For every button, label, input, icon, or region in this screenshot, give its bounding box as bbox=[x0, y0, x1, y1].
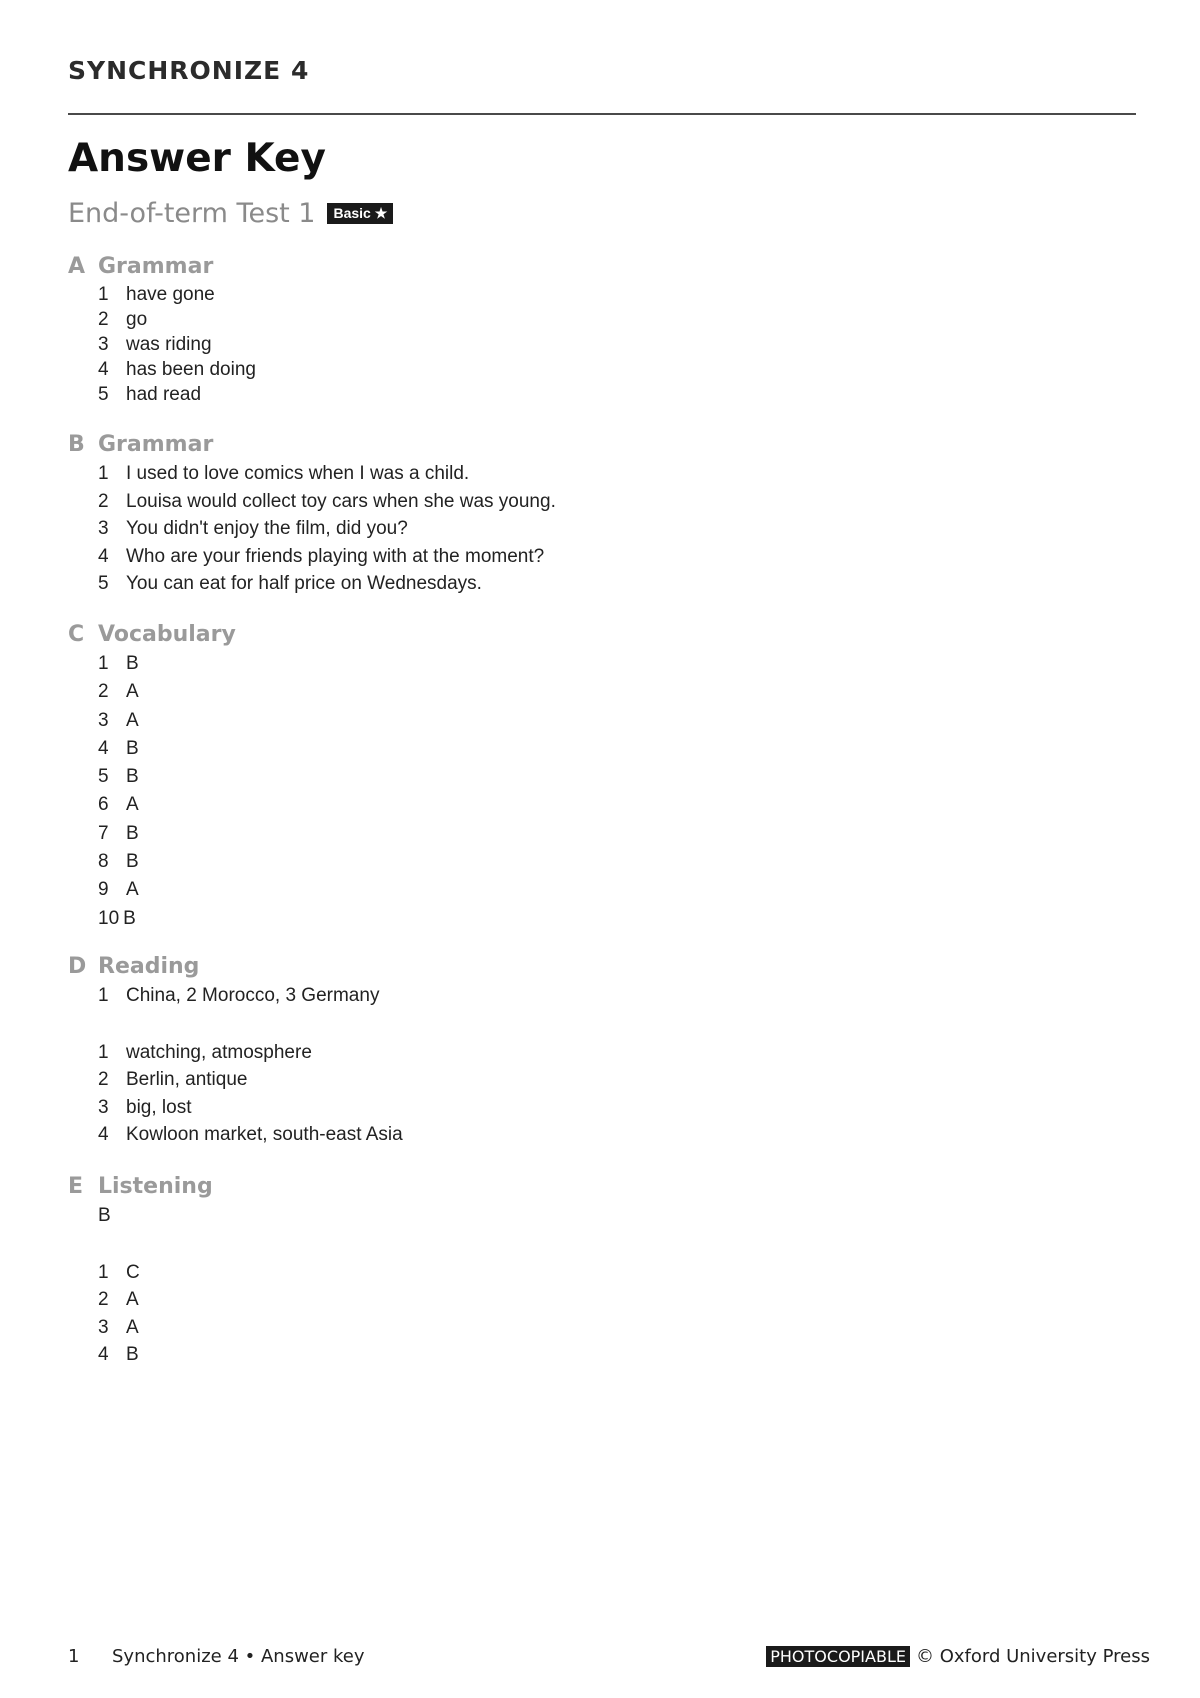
section-heading bbox=[68, 952, 403, 982]
section-letter: A bbox=[68, 254, 86, 279]
answer-text: B bbox=[126, 1344, 139, 1365]
answer-item bbox=[68, 1314, 213, 1342]
answer-number: 10 bbox=[98, 907, 120, 929]
answer-number: 1 bbox=[98, 653, 109, 674]
answer-item bbox=[68, 791, 236, 819]
answer-number: 4 bbox=[98, 359, 109, 380]
answer-item bbox=[68, 982, 403, 1010]
section-title: Reading bbox=[98, 954, 200, 979]
answer-text: You didn't enjoy the film, did you? bbox=[126, 518, 408, 539]
answer-text: go bbox=[126, 309, 148, 330]
answer-item bbox=[68, 1202, 213, 1230]
answer-item bbox=[68, 1066, 403, 1094]
section-letter: C bbox=[68, 622, 85, 647]
header-rule bbox=[68, 113, 1136, 115]
answer-text: Kowloon market, south-east Asia bbox=[126, 1124, 403, 1145]
answer-number: 1 bbox=[98, 284, 109, 305]
answer-item bbox=[68, 876, 236, 904]
answer-text: A bbox=[126, 879, 139, 901]
answer-number: 1 bbox=[98, 1041, 109, 1063]
brand-logo: SYNCHRONIZE 4 bbox=[68, 56, 310, 85]
answer-number: 2 bbox=[98, 490, 109, 512]
level-badge: Basic ★ bbox=[327, 203, 393, 224]
answer-text: A bbox=[126, 709, 139, 731]
answer-text: B bbox=[98, 1205, 111, 1226]
photocopiable-label: PHOTOCOPIABLE bbox=[766, 1646, 910, 1667]
section-heading bbox=[68, 430, 556, 460]
answer-number: 2 bbox=[98, 681, 109, 703]
answer-number: 3 bbox=[98, 518, 109, 539]
copyright-text: © Oxford University Press bbox=[915, 1646, 1150, 1667]
answer-item bbox=[68, 460, 556, 488]
answer-item bbox=[68, 820, 236, 848]
answer-number: 2 bbox=[98, 1289, 109, 1310]
page-title: Answer Key bbox=[68, 136, 326, 181]
section-letter: B bbox=[68, 432, 85, 457]
answer-item bbox=[68, 1121, 403, 1149]
answer-text: A bbox=[126, 681, 139, 703]
answer-item bbox=[68, 570, 556, 598]
answer-item bbox=[68, 488, 556, 516]
answer-item bbox=[68, 357, 256, 382]
section-b bbox=[68, 430, 556, 598]
answer-item bbox=[68, 1286, 213, 1314]
answer-text: B bbox=[126, 766, 139, 788]
answer-text: was riding bbox=[126, 334, 212, 355]
answer-item bbox=[68, 1341, 213, 1369]
answer-item bbox=[68, 763, 236, 791]
answer-text: You can eat for half price on Wednesdays. bbox=[126, 573, 482, 594]
section-title: Listening bbox=[98, 1174, 213, 1199]
answer-item bbox=[68, 905, 236, 933]
answer-item bbox=[68, 707, 236, 735]
answer-item bbox=[68, 678, 236, 706]
section-a bbox=[68, 252, 256, 407]
section-title: Grammar bbox=[98, 432, 214, 457]
answer-number: 4 bbox=[98, 737, 109, 759]
answer-item bbox=[68, 1259, 213, 1287]
spacer bbox=[68, 1010, 403, 1039]
answer-number: 1 bbox=[98, 463, 109, 484]
answer-text: big, lost bbox=[126, 1096, 192, 1118]
answer-text: C bbox=[126, 1261, 140, 1283]
page-number: 1 bbox=[68, 1646, 80, 1667]
answer-text: B bbox=[123, 907, 136, 929]
section-d bbox=[68, 952, 403, 1149]
answer-text: Who are your friends playing with at the moment? bbox=[126, 545, 545, 567]
answer-text: B bbox=[126, 822, 139, 844]
answer-text: B bbox=[126, 851, 139, 873]
answer-item bbox=[68, 1094, 403, 1122]
test-subtitle bbox=[68, 198, 393, 229]
answer-item bbox=[68, 332, 256, 357]
answer-text: China, 2 Morocco, 3 Germany bbox=[126, 985, 380, 1006]
answer-number: 9 bbox=[98, 879, 109, 901]
answer-item bbox=[68, 1039, 403, 1067]
answer-number: 5 bbox=[98, 384, 109, 405]
answer-item bbox=[68, 282, 256, 307]
answer-text: had read bbox=[126, 384, 202, 405]
answer-text: B bbox=[126, 737, 139, 759]
answer-number: 3 bbox=[98, 1316, 109, 1338]
section-letter: E bbox=[68, 1174, 84, 1199]
answer-text: have gone bbox=[126, 284, 215, 305]
answer-text: has been doing bbox=[126, 359, 256, 380]
answer-number: 7 bbox=[98, 822, 109, 844]
answer-text: A bbox=[126, 1316, 139, 1338]
answer-number: 2 bbox=[98, 1069, 109, 1090]
answer-text: Louisa would collect toy cars when she was young. bbox=[126, 490, 556, 512]
section-heading bbox=[68, 620, 236, 650]
footer-title: Synchronize 4 • Answer key bbox=[112, 1646, 365, 1667]
answer-number: 3 bbox=[98, 334, 109, 355]
answer-item bbox=[68, 515, 556, 543]
answer-number: 3 bbox=[98, 709, 109, 731]
answer-text: A bbox=[126, 1289, 139, 1310]
footer-rights bbox=[766, 1646, 1150, 1667]
answer-item bbox=[68, 650, 236, 678]
answer-number: 6 bbox=[98, 794, 109, 816]
answer-item bbox=[68, 307, 256, 332]
answer-number: 5 bbox=[98, 766, 109, 788]
answer-number: 1 bbox=[98, 985, 109, 1006]
answer-item bbox=[68, 543, 556, 571]
answer-number: 2 bbox=[98, 309, 109, 330]
answer-number: 4 bbox=[98, 1124, 109, 1145]
answer-number: 1 bbox=[98, 1261, 109, 1283]
answer-text: A bbox=[126, 794, 139, 816]
section-heading bbox=[68, 252, 256, 282]
answer-text: Berlin, antique bbox=[126, 1069, 248, 1090]
answer-number: 5 bbox=[98, 573, 109, 594]
answer-number: 4 bbox=[98, 1344, 109, 1365]
section-e bbox=[68, 1172, 213, 1369]
section-c bbox=[68, 620, 236, 933]
answer-number: 8 bbox=[98, 851, 109, 873]
answer-number: 3 bbox=[98, 1096, 109, 1118]
section-letter: D bbox=[68, 954, 87, 979]
section-title: Grammar bbox=[98, 254, 214, 279]
answer-text: B bbox=[126, 653, 139, 674]
answer-number: 4 bbox=[98, 545, 109, 567]
subtitle-text: End-of-term Test 1 bbox=[68, 198, 316, 229]
spacer bbox=[68, 1230, 213, 1259]
answer-item bbox=[68, 848, 236, 876]
answer-item bbox=[68, 735, 236, 763]
answer-text: I used to love comics when I was a child. bbox=[126, 463, 470, 484]
section-heading bbox=[68, 1172, 213, 1202]
answer-text: watching, atmosphere bbox=[126, 1041, 312, 1063]
answer-item bbox=[68, 382, 256, 407]
section-title: Vocabulary bbox=[98, 622, 236, 647]
